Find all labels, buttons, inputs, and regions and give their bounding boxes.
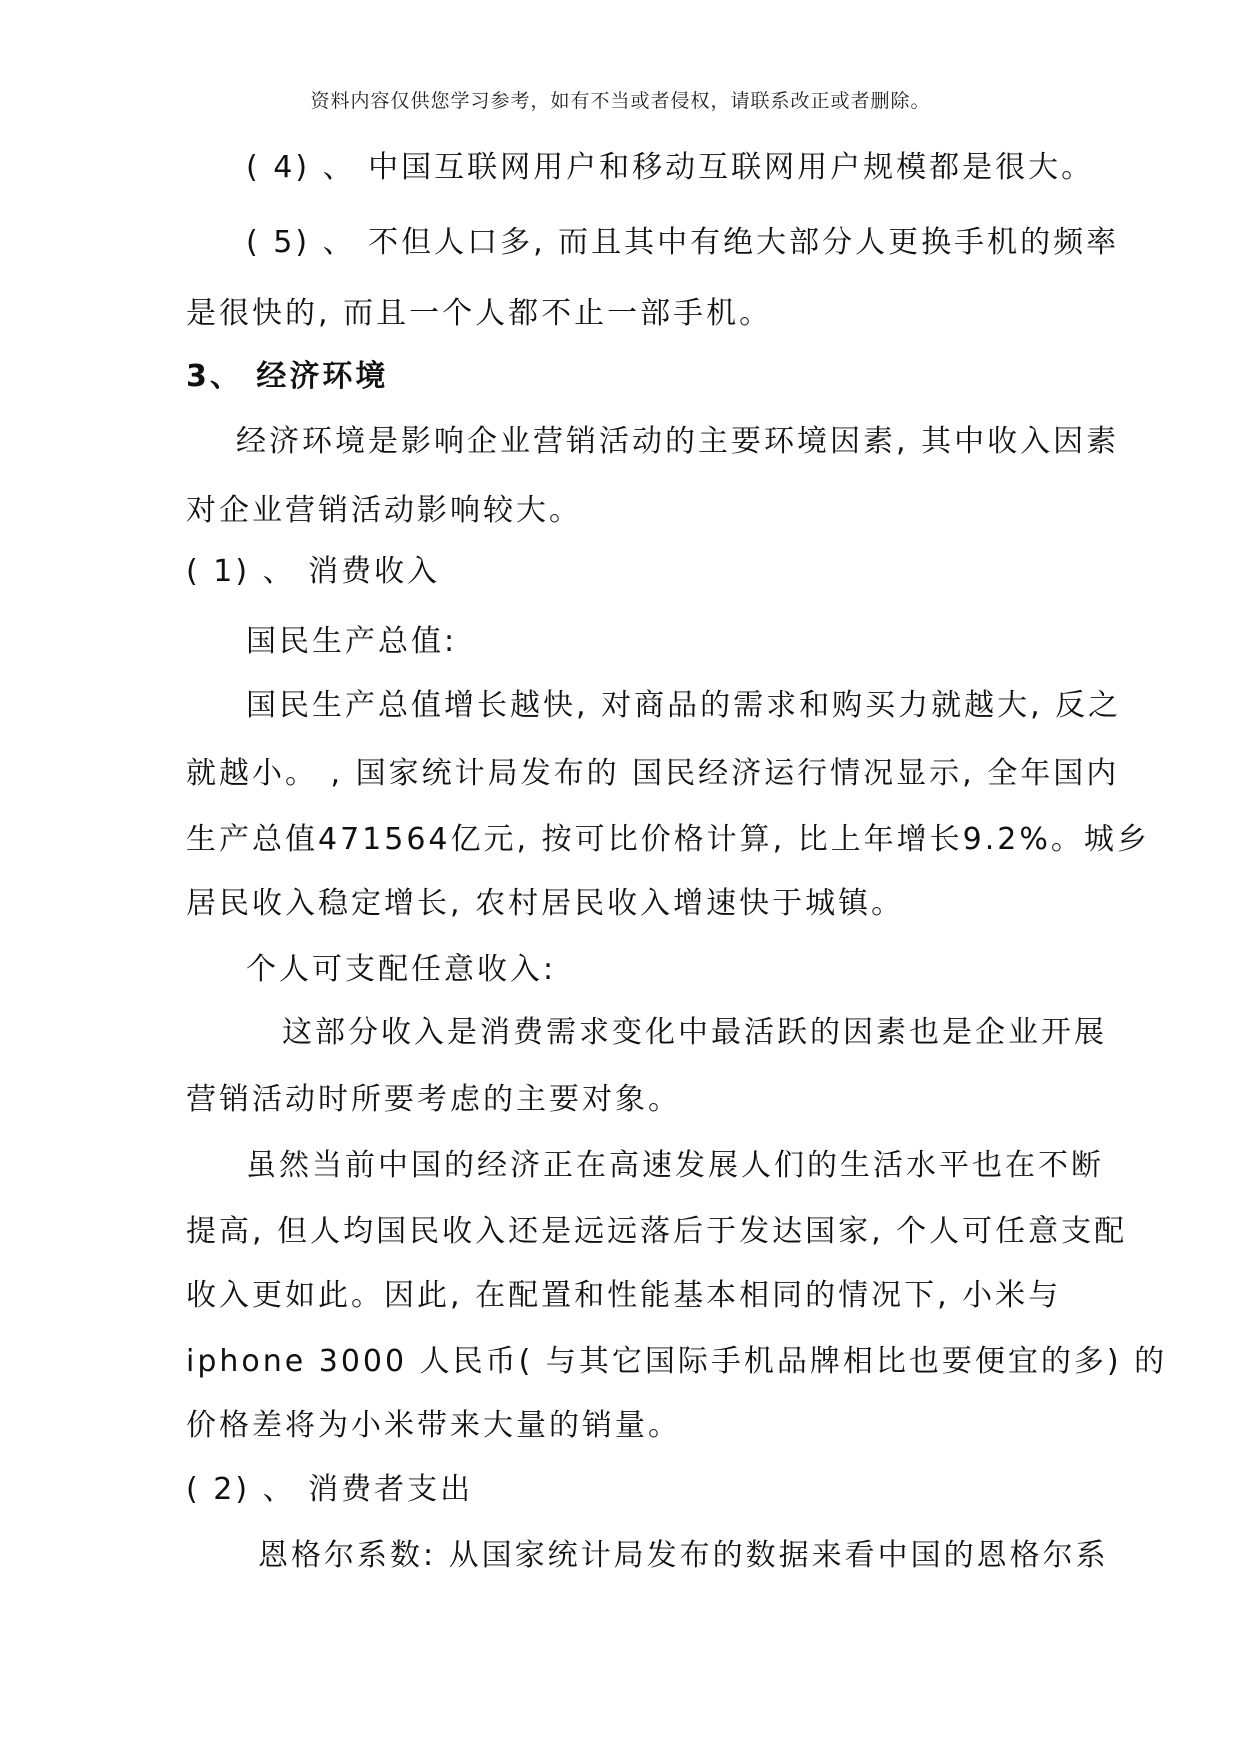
item-5-continuation: 是很快的, 而且一个人都不止一部手机。 [186, 296, 773, 331]
paragraph-gnp-line-3: 生产总值471564亿元, 按可比价格计算, 比上年增长9.2%。城乡 [186, 822, 1150, 857]
paragraph-gnp-line-4: 居民收入稳定增长, 农村居民收入增速快于城镇。 [186, 886, 905, 921]
item-5-text: ( 5) 、 不但人口多, 而且其中有绝大部分人更换手机的频率 [246, 225, 1120, 260]
paragraph-economy-line-4: iphone 3000 人民币( 与其它国际手机品牌相比也要便宜的多) 的 [186, 1344, 1168, 1379]
paragraph-gnp-line-1: 国民生产总值增长越快, 对商品的需求和购买力就越大, 反之 [246, 688, 1122, 723]
paragraph-economy-line-1: 虽然当前中国的经济正在高速发展人们的生活水平也在不断 [246, 1148, 1104, 1183]
subheading-consumer-income: ( 1) 、 消费收入 [186, 554, 441, 589]
section-heading-economic-environment: 3、 经济环境 [186, 359, 389, 394]
paragraph-disposable-line-2: 营销活动时所要考虑的主要对象。 [186, 1082, 681, 1117]
paragraph-economy-line-5: 价格差将为小米带来大量的销量。 [186, 1408, 681, 1443]
paragraph-gnp-line-2: 就越小。 , 国家统计局发布的 国民经济运行情况显示, 全年国内 [186, 756, 1120, 791]
paragraph-intro-line-1: 经济环境是影响企业营销活动的主要环境因素, 其中收入因素 [236, 424, 1120, 459]
paragraph-disposable-line-1: 这部分收入是消费需求变化中最活跃的因素也是企业开展 [282, 1015, 1107, 1050]
paragraph-intro-line-2: 对企业营销活动影响较大。 [186, 493, 582, 528]
subheading-consumer-spending: ( 2) 、 消费者支出 [186, 1472, 474, 1507]
paragraph-economy-line-3: 收入更如此。因此, 在配置和性能基本相同的情况下, 小米与 [186, 1278, 1062, 1313]
item-4-text: ( 4) 、 中国互联网用户和移动互联网用户规模都是很大。 [246, 150, 1095, 185]
paragraph-engel-line-1: 恩格尔系数: 从国家统计局发布的数据来看中国的恩格尔系 [258, 1538, 1109, 1573]
header-disclaimer: 资料内容仅供您学习参考，如有不当或者侵权，请联系改正或者删除。 [310, 90, 931, 112]
paragraph-economy-line-2: 提高, 但人均国民收入还是远远落后于发达国家, 个人可任意支配 [186, 1214, 1128, 1249]
label-gnp: 国民生产总值: [246, 624, 458, 659]
label-disposable-income: 个人可支配任意收入: [246, 952, 557, 987]
